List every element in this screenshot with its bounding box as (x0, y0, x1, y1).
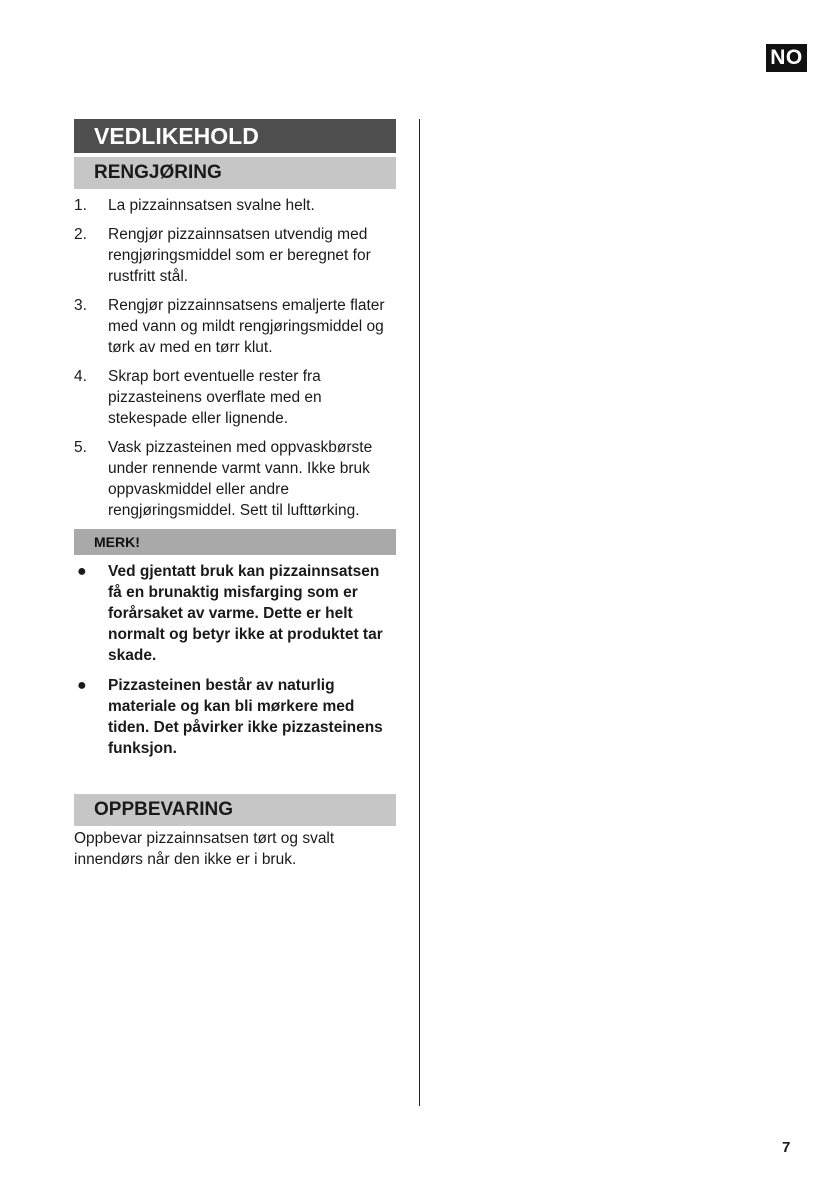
cleaning-steps (74, 195, 396, 521)
step-text: Rengjør pizzainnsatsens emaljerte flater med vann og mildt rengjøringsmiddel og tørk av med en tørr klut. (108, 297, 385, 356)
language-badge: NO (766, 44, 807, 72)
bullet-icon: ● (77, 563, 87, 580)
section-title: VEDLIKEHOLD (74, 119, 396, 153)
step-number: 4. (74, 368, 87, 385)
list-item (74, 195, 396, 216)
note-heading: MERK! (74, 529, 396, 555)
list-item (74, 366, 396, 429)
cleaning-heading: RENGJØRING (74, 157, 396, 189)
step-number: 5. (74, 439, 87, 456)
step-text: Skrap bort eventuelle rester fra pizzasteinens overflate med en stekespade eller lignende. (108, 368, 322, 427)
step-number: 3. (74, 297, 87, 314)
list-item (74, 561, 396, 666)
spacer (74, 768, 396, 794)
list-item (74, 675, 396, 759)
list-item (74, 295, 396, 358)
step-text: Vask pizzasteinen med oppvaskbørste under rennende varmt vann. Ikke bruk oppvaskmiddel eller andre rengjøringsmiddel. Sett til lufttørking. (108, 439, 373, 519)
storage-text: Oppbevar pizzainnsatsen tørt og svalt innendørs når den ikke er i bruk. (74, 830, 335, 868)
storage-heading: OPPBEVARING (74, 794, 396, 826)
bullet-icon: ● (77, 677, 87, 694)
list-item (74, 224, 396, 287)
step-text: Rengjør pizzainnsatsen utvendig med rengjøringsmiddel som er beregnet for rustfritt stål. (108, 226, 371, 285)
step-text: La pizzainnsatsen svalne helt. (108, 197, 315, 214)
note-text: Pizzasteinen består av naturlig materiale og kan bli mørkere med tiden. Det påvirker ikke pizzasteinens funksjon. (108, 677, 383, 757)
page-number: 7 (782, 1139, 791, 1156)
note-bullets (74, 561, 396, 759)
maintenance-column (74, 119, 396, 870)
column-divider (419, 119, 420, 1106)
step-number: 2. (74, 226, 87, 243)
step-number: 1. (74, 197, 87, 214)
list-item (74, 437, 396, 521)
note-text: Ved gjentatt bruk kan pizzainnsatsen få en brunaktig misfarging som er forårsaket av varme. Dette er helt normalt og betyr ikke at produktet tar skade. (108, 563, 383, 664)
